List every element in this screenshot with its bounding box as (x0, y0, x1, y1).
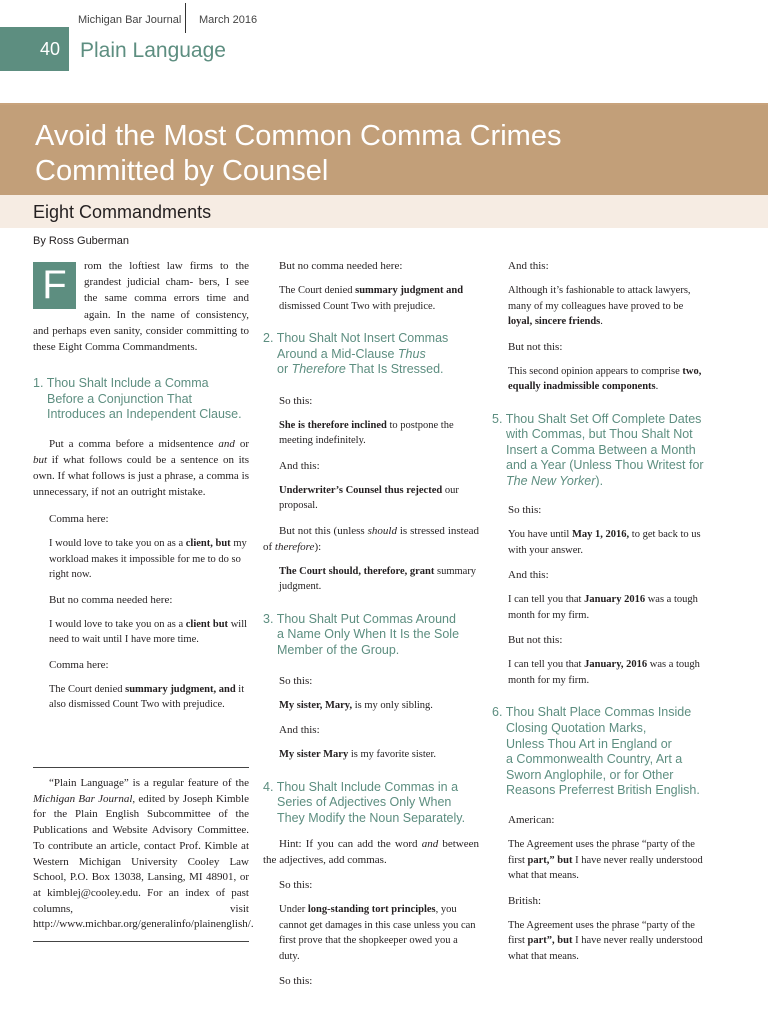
example (492, 837, 706, 884)
example (492, 657, 706, 688)
heading-line: Member of the Group. (277, 642, 400, 657)
example (263, 483, 479, 514)
example (33, 682, 249, 713)
label-not-this (263, 523, 479, 555)
heading-line: Thou Shalt Set Off Complete Dates (505, 411, 702, 426)
article-subtitle: Eight Commandments (33, 202, 212, 222)
text-italic: should (367, 524, 397, 537)
heading-line: Series of Adjectives Only When (277, 795, 452, 810)
text: “Plain Language” is a regular feature of the (49, 777, 249, 789)
label-so-this: So this: (279, 879, 313, 892)
example (263, 564, 479, 595)
text: it also dismissed Count Two with prejudice. (49, 683, 245, 710)
text: summary judgment. (279, 565, 477, 593)
text: . (600, 316, 603, 327)
text: , edited by Joseph Kimble for the Plain English Subcommittee of the Publications and Website Advisory Committee. To contribute an article, contact Prof. Kimble at Western Michigan University Cooley Law School, P.O. Box 13038, Lansing, MI 48901, or at kimblej@cooley.edu. For an index of past columns, visit http://www.michbar.org/generalinfo/plainenglish/. (33, 792, 254, 931)
example (263, 283, 479, 314)
heading-line: and a Year (Unless Thou Writest for (506, 458, 704, 473)
text-bold: January, 2016 (584, 659, 648, 671)
text: . (655, 381, 659, 392)
label-and-this: And this: (508, 569, 549, 582)
heading-line: a Name Only When It Is the Sole (277, 627, 460, 642)
intro-line: sanity, consider committing to these Eight (33, 324, 250, 354)
example (263, 902, 479, 964)
column-1 (33, 258, 249, 713)
text-italic: and (421, 838, 439, 851)
text-bold: summary judgment, and (125, 683, 236, 695)
text-italic: but (33, 454, 48, 466)
label-comma-here: Comma here: (49, 658, 109, 671)
text: I have never really understood what that means. (508, 935, 703, 962)
text-bold: client but (185, 618, 229, 630)
text-italic: Michigan Bar Journal (33, 792, 133, 805)
commandment-1-heading (33, 376, 249, 423)
heading-line: Closing Quotation Marks, (506, 721, 647, 736)
example (492, 527, 706, 558)
page-number: 40 (40, 39, 61, 59)
example (33, 536, 249, 583)
intro-line: bers, I see the same comma (84, 276, 249, 305)
heading-line: Thou Shalt Place Commas Inside (505, 705, 692, 720)
intro-line: errors time and again. In the (84, 292, 250, 321)
text: Hint: If you can add the word (279, 838, 422, 851)
heading-line: Thou Shalt Put Commas Around (276, 611, 456, 626)
text: our proposal. (279, 484, 459, 512)
text-bold: January 2016 (584, 594, 646, 606)
heading-number: 4. (263, 779, 274, 794)
article-title-line-2: Committed by Counsel (35, 155, 329, 187)
heading-line: Around a Mid-Clause (277, 346, 398, 361)
heading-line: Thou Shalt Include Commas in a (276, 779, 459, 794)
label-but-not-this: But not this: (508, 340, 563, 353)
heading-line: Insert a Comma Between a Month (506, 442, 696, 457)
heading-number: 6. (492, 705, 503, 720)
text: I would love to take you on as a (49, 538, 186, 549)
label-no-comma: But no comma needed here: (279, 260, 403, 272)
intro-line: rom the loftiest law firms to (84, 260, 229, 272)
text: I would love to take you on as a (49, 618, 186, 630)
text: ): (314, 540, 322, 553)
label-british: British: (508, 894, 542, 907)
text-italic: and (218, 438, 235, 450)
label-so-this: So this: (279, 394, 313, 407)
heading-line: Sworn Anglophile, or for Other (506, 767, 674, 782)
text-italic: therefore (274, 540, 315, 553)
heading-line: Introduces an Independent Clause. (47, 407, 242, 422)
example (492, 918, 706, 965)
example (263, 698, 479, 714)
text: The Agreement uses the phrase “party of the first (508, 839, 695, 866)
heading-line: Thou Shalt Include a Comma (46, 376, 209, 391)
drop-cap: F (33, 262, 76, 309)
heading-line: Thou Shalt Not Insert Commas (276, 331, 449, 345)
text: Under (279, 904, 308, 916)
example (492, 364, 706, 395)
commandment-5-heading (492, 412, 706, 490)
heading-italic: The New Yorker (506, 473, 596, 488)
journal-name: Michigan Bar Journal (78, 14, 182, 26)
label-so-this: So this: (279, 674, 313, 687)
heading-number: 2. (263, 331, 274, 345)
text: is stressed instead of (263, 524, 479, 553)
text-bold: Underwriter’s Counsel thus rejected (279, 484, 443, 496)
text-bold: My sister, Mary, (279, 699, 353, 711)
text: if what follows could be a sentence on its own. If what follows is just a phrase, a comma is unnecessary, if not an outright mistake. (33, 454, 249, 498)
commandment-1-text (33, 436, 249, 500)
text-bold: part”, but (527, 935, 573, 947)
text: You have until (508, 529, 572, 541)
article-title-line-1: Avoid the Most Common Comma Crimes (35, 120, 562, 152)
intro-paragraph (33, 258, 249, 355)
heading-number: 5. (492, 411, 503, 426)
text: Put a comma before a midsentence (49, 438, 219, 450)
intro-line: name of consistency, and perhaps even (33, 308, 250, 337)
commandment-6-heading (492, 705, 706, 799)
commandment-2-heading (263, 331, 479, 378)
text: or (234, 438, 249, 450)
heading-line: That Is Stressed. (345, 362, 444, 377)
text: , you cannot get damages in this case unless you can first prove that the shopkeeper owed you a duty. (279, 904, 476, 962)
label-and-this: And this: (508, 260, 549, 272)
heading-italic: Thus (397, 346, 426, 361)
text: between the adjectives, add commas. (263, 838, 479, 867)
label-so-this: So this: (508, 504, 542, 517)
text-bold: client, but (185, 538, 231, 549)
text-bold: The Court should, therefore, grant (279, 565, 435, 577)
heading-italic: Therefore (291, 362, 346, 377)
byline: By Ross Guberman (33, 235, 129, 247)
heading-line: Before a Conjunction That (47, 391, 193, 406)
example (492, 592, 706, 623)
example (33, 617, 249, 648)
subtitle-band (0, 195, 768, 228)
title-banner (0, 105, 768, 195)
label-so-this: So this: (279, 975, 313, 988)
label-no-comma: But no comma needed here: (49, 593, 173, 606)
text-bold: part,” but (527, 854, 573, 866)
text: is my only sibling. (352, 699, 433, 711)
text: to get back to us with your answer. (508, 529, 701, 556)
text: to postpone the meeting indefinitely. (279, 419, 454, 447)
heading-line: Reasons Preferrest British English. (506, 783, 700, 798)
text: I can tell you that (508, 659, 585, 671)
intro-line: the grandest judicial cham- (84, 260, 249, 289)
text: is my favorite sister. (348, 749, 436, 761)
intro-line: Comma Commandments. (84, 341, 198, 354)
text: This second opinion appears to comprise (508, 365, 683, 377)
commandment-3-heading (263, 612, 479, 659)
text: Although it’s fashionable to attack lawyers, many of my colleagues have proved to be (508, 285, 691, 312)
text-bold: May 1, 2016, (571, 529, 630, 541)
text: The Agreement uses the phrase “party of the first (508, 919, 695, 947)
text-bold: summary judgment and (355, 285, 464, 296)
article-title (35, 119, 561, 189)
heading-line: ). (595, 473, 604, 488)
text-bold: long-standing tort principles (307, 904, 436, 916)
commandment-4-heading (263, 780, 479, 827)
text-bold: loyal, sincere friends (508, 316, 601, 327)
section-title: Plain Language (80, 39, 226, 62)
heading-line: a Commonwealth Country, Art a (506, 752, 683, 767)
text: I have never really understood what that means. (508, 854, 703, 882)
label-and-this: And this: (279, 459, 320, 472)
hint-text (263, 836, 479, 868)
example (263, 747, 479, 763)
heading-number: 1. (33, 376, 44, 391)
text: my workload makes it impossible for me to do so right now. (49, 538, 247, 580)
text-bold: My sister Mary (279, 749, 349, 761)
text: The Court denied (49, 683, 126, 695)
text: will need to wait until I have more time. (49, 618, 248, 645)
column-2 (263, 258, 479, 989)
heading-line: They Modify the Noun Separately. (277, 810, 466, 825)
text: was a tough month for my firm. (508, 594, 698, 621)
example (263, 418, 479, 449)
feature-note (33, 767, 254, 942)
text: dismissed Count Two with prejudice. (279, 300, 436, 312)
text: But not this (unless (279, 524, 368, 537)
text: was a tough month for my firm. (508, 659, 700, 686)
page-number-box (0, 27, 69, 71)
text: The Court denied (279, 285, 356, 296)
text-bold: two, equally inadmissible components (508, 365, 702, 392)
heading-line: or (277, 362, 292, 377)
text-bold: She is therefore inclined (279, 419, 387, 431)
heading-line: Unless Thou Art in England or (506, 736, 672, 751)
label-and-this: And this: (279, 724, 320, 737)
label-american: American: (508, 814, 555, 827)
example (492, 283, 706, 330)
label-but-not-this: But not this: (508, 634, 563, 647)
label-comma-here: Comma here: (49, 513, 109, 525)
issue-date: March 2016 (199, 14, 258, 26)
heading-line: with Commas, but Thou Shalt Not (506, 427, 693, 442)
heading-number: 3. (263, 611, 274, 626)
text: I can tell you that (508, 594, 585, 606)
column-3 (492, 258, 706, 964)
header-divider (185, 3, 186, 33)
